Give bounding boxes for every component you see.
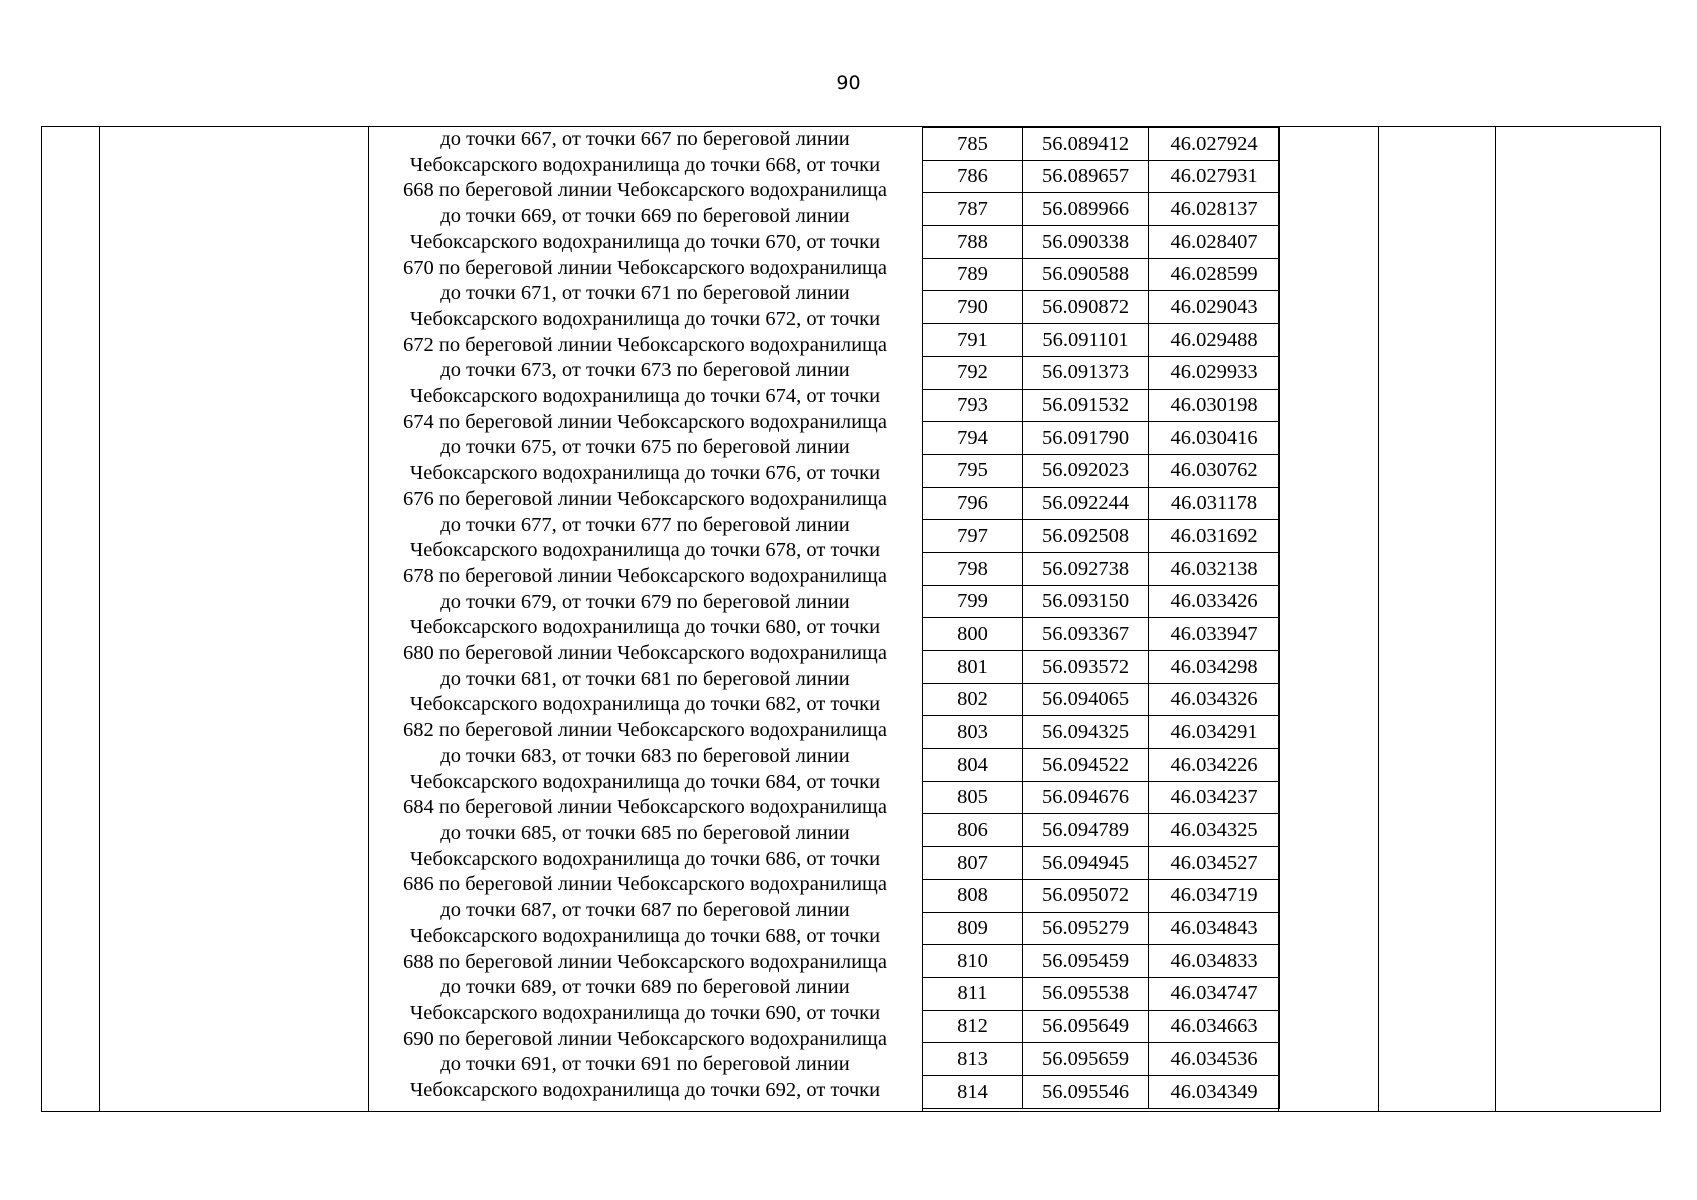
latitude-cell: 56.091532 — [1023, 389, 1149, 422]
point-number-cell: 785 — [923, 128, 1023, 161]
point-number-cell: 807 — [923, 847, 1023, 880]
table-row — [923, 781, 1280, 814]
description-line: до точки 673, от точки 673 по береговой линии — [440, 359, 850, 382]
point-number-cell: 814 — [923, 1075, 1023, 1108]
description-line: до точки 675, от точки 675 по береговой линии — [440, 436, 850, 459]
description-line: 688 по береговой линии Чебоксарского водохранилища — [403, 950, 887, 973]
point-number-cell: 789 — [923, 258, 1023, 291]
longitude-cell: 46.034325 — [1149, 814, 1280, 847]
longitude-cell: 46.031178 — [1149, 487, 1280, 520]
table-row — [923, 912, 1280, 945]
latitude-cell: 56.094945 — [1023, 847, 1149, 880]
description-line: Чебоксарского водохранилища до точки 670, от точки — [409, 230, 881, 253]
table-row — [923, 945, 1280, 978]
point-number-cell: 798 — [923, 552, 1023, 585]
description-line: до точки 667, от точки 667 по береговой линии — [440, 128, 850, 150]
longitude-cell: 46.033947 — [1149, 618, 1280, 651]
description-line: до точки 679, от точки 679 по береговой линии — [440, 590, 850, 613]
description-line: Чебоксарского водохранилища до точки 674, от точки — [409, 385, 881, 408]
table-row — [923, 520, 1280, 553]
table-row — [923, 1075, 1280, 1108]
longitude-cell: 46.028137 — [1149, 193, 1280, 226]
table-row — [923, 847, 1280, 880]
latitude-cell: 56.092738 — [1023, 552, 1149, 585]
description-line: Чебоксарского водохранилища до точки 684, от точки — [409, 770, 881, 793]
latitude-cell: 56.091790 — [1023, 422, 1149, 455]
point-number-cell: 810 — [923, 945, 1023, 978]
table-row — [923, 585, 1280, 618]
description-line: 686 по береговой линии Чебоксарского водохранилища — [403, 873, 887, 896]
latitude-cell: 56.095459 — [1023, 945, 1149, 978]
table-row — [923, 193, 1280, 226]
point-number-cell: 799 — [923, 585, 1023, 618]
longitude-cell: 46.034833 — [1149, 945, 1280, 978]
point-number-cell: 808 — [923, 879, 1023, 912]
latitude-cell: 56.089966 — [1023, 193, 1149, 226]
table-row — [923, 389, 1280, 422]
table-row — [923, 226, 1280, 259]
latitude-cell: 56.095279 — [1023, 912, 1149, 945]
longitude-cell: 46.029488 — [1149, 324, 1280, 357]
longitude-cell: 46.031692 — [1149, 520, 1280, 553]
column-divider — [1378, 127, 1379, 1111]
description-line: Чебоксарского водохранилища до точки 676, от точки — [409, 462, 881, 485]
point-number-cell: 786 — [923, 160, 1023, 193]
table-row — [923, 749, 1280, 782]
description-line: Чебоксарского водохранилища до точки 692, от точки — [409, 1079, 881, 1102]
point-number-cell: 790 — [923, 291, 1023, 324]
latitude-cell: 56.095546 — [1023, 1075, 1149, 1108]
longitude-cell: 46.034663 — [1149, 1010, 1280, 1043]
point-number-cell: 797 — [923, 520, 1023, 553]
description-line: до точки 689, от точки 689 по береговой линии — [440, 976, 850, 999]
table-row — [923, 1010, 1280, 1043]
latitude-cell: 56.090588 — [1023, 258, 1149, 291]
point-number-cell: 811 — [923, 977, 1023, 1010]
point-number-cell: 804 — [923, 749, 1023, 782]
longitude-cell: 46.033426 — [1149, 585, 1280, 618]
table-row — [923, 128, 1280, 161]
longitude-cell: 46.034226 — [1149, 749, 1280, 782]
table-row — [923, 291, 1280, 324]
point-number-cell: 796 — [923, 487, 1023, 520]
latitude-cell: 56.091373 — [1023, 356, 1149, 389]
longitude-cell: 46.032138 — [1149, 552, 1280, 585]
description-line: 668 по береговой линии Чебоксарского водохранилища — [403, 179, 887, 202]
table-row — [923, 716, 1280, 749]
point-number-cell: 802 — [923, 683, 1023, 716]
table-row — [923, 977, 1280, 1010]
point-number-cell: 809 — [923, 912, 1023, 945]
description-line: до точки 677, от точки 677 по береговой линии — [440, 513, 850, 536]
latitude-cell: 56.091101 — [1023, 324, 1149, 357]
point-number-cell: 788 — [923, 226, 1023, 259]
longitude-cell: 46.034843 — [1149, 912, 1280, 945]
table-row — [923, 1043, 1280, 1076]
point-number-cell: 791 — [923, 324, 1023, 357]
description-line: до точки 669, от точки 669 по береговой линии — [440, 205, 850, 228]
latitude-cell: 56.095649 — [1023, 1010, 1149, 1043]
latitude-cell: 56.094065 — [1023, 683, 1149, 716]
description-line: Чебоксарского водохранилища до точки 682, от точки — [409, 693, 881, 716]
description-line: до точки 691, от точки 691 по береговой линии — [440, 1053, 850, 1076]
longitude-cell: 46.028407 — [1149, 226, 1280, 259]
description-line: 684 по береговой линии Чебоксарского водохранилища — [403, 796, 887, 819]
description-line: 674 по береговой линии Чебоксарского водохранилища — [403, 410, 887, 433]
description-line: Чебоксарского водохранилища до точки 688, от точки — [409, 924, 881, 947]
latitude-cell: 56.093572 — [1023, 651, 1149, 684]
description-line: до точки 671, от точки 671 по береговой линии — [440, 282, 850, 305]
longitude-cell: 46.030198 — [1149, 389, 1280, 422]
table-row — [923, 487, 1280, 520]
table-row — [923, 454, 1280, 487]
description-line: 676 по береговой линии Чебоксарского водохранилища — [403, 487, 887, 510]
table-row — [923, 618, 1280, 651]
description-line: 690 по береговой линии Чебоксарского водохранилища — [403, 1027, 887, 1050]
latitude-cell: 56.093367 — [1023, 618, 1149, 651]
coordinates-table — [922, 127, 1280, 1109]
table-row — [923, 879, 1280, 912]
longitude-cell: 46.030762 — [1149, 454, 1280, 487]
boundary-description — [368, 127, 922, 1104]
longitude-cell: 46.034237 — [1149, 781, 1280, 814]
point-number-cell: 792 — [923, 356, 1023, 389]
latitude-cell: 56.095538 — [1023, 977, 1149, 1010]
latitude-cell: 56.094676 — [1023, 781, 1149, 814]
description-line: Чебоксарского водохранилища до точки 668, от точки — [409, 153, 881, 176]
longitude-cell: 46.028599 — [1149, 258, 1280, 291]
latitude-cell: 56.089657 — [1023, 160, 1149, 193]
description-line: 672 по береговой линии Чебоксарского водохранилища — [403, 333, 887, 356]
table-row — [923, 651, 1280, 684]
point-number-cell: 793 — [923, 389, 1023, 422]
description-line: Чебоксарского водохранилища до точки 672, от точки — [409, 307, 881, 330]
longitude-cell: 46.027924 — [1149, 128, 1280, 161]
description-line: 682 по береговой линии Чебоксарского водохранилища — [403, 719, 887, 742]
point-number-cell: 795 — [923, 454, 1023, 487]
point-number-cell: 813 — [923, 1043, 1023, 1076]
description-line: до точки 681, от точки 681 по береговой линии — [440, 667, 850, 690]
point-number-cell: 800 — [923, 618, 1023, 651]
longitude-cell: 46.034291 — [1149, 716, 1280, 749]
longitude-cell: 46.027931 — [1149, 160, 1280, 193]
longitude-cell: 46.034536 — [1149, 1043, 1280, 1076]
table-row — [923, 356, 1280, 389]
table-row — [923, 324, 1280, 357]
point-number-cell: 803 — [923, 716, 1023, 749]
longitude-cell: 46.034349 — [1149, 1075, 1280, 1108]
point-number-cell: 805 — [923, 781, 1023, 814]
latitude-cell: 56.090338 — [1023, 226, 1149, 259]
description-line: 670 по береговой линии Чебоксарского водохранилища — [403, 256, 887, 279]
latitude-cell: 56.094789 — [1023, 814, 1149, 847]
latitude-cell: 56.089412 — [1023, 128, 1149, 161]
column-divider — [99, 127, 100, 1111]
longitude-cell: 46.034326 — [1149, 683, 1280, 716]
longitude-cell: 46.030416 — [1149, 422, 1280, 455]
latitude-cell: 56.093150 — [1023, 585, 1149, 618]
longitude-cell: 46.034298 — [1149, 651, 1280, 684]
point-number-cell: 794 — [923, 422, 1023, 455]
longitude-cell: 46.029043 — [1149, 291, 1280, 324]
longitude-cell: 46.034719 — [1149, 879, 1280, 912]
latitude-cell: 56.092508 — [1023, 520, 1149, 553]
point-number-cell: 787 — [923, 193, 1023, 226]
description-line: до точки 685, от точки 685 по береговой линии — [440, 821, 850, 844]
longitude-cell: 46.034747 — [1149, 977, 1280, 1010]
latitude-cell: 56.094522 — [1023, 749, 1149, 782]
latitude-cell: 56.092244 — [1023, 487, 1149, 520]
description-line: Чебоксарского водохранилища до точки 690, от точки — [409, 1001, 881, 1024]
table-frame — [41, 126, 1661, 1112]
latitude-cell: 56.090872 — [1023, 291, 1149, 324]
table-row — [923, 422, 1280, 455]
latitude-cell: 56.094325 — [1023, 716, 1149, 749]
table-row — [923, 258, 1280, 291]
description-line: до точки 687, от точки 687 по береговой линии — [440, 899, 850, 922]
latitude-cell: 56.092023 — [1023, 454, 1149, 487]
description-line: 680 по береговой линии Чебоксарского водохранилища — [403, 642, 887, 665]
table-row — [923, 683, 1280, 716]
description-line: Чебоксарского водохранилища до точки 680, от точки — [409, 616, 881, 639]
column-divider — [1495, 127, 1496, 1111]
description-line: до точки 683, от точки 683 по береговой линии — [440, 744, 850, 767]
longitude-cell: 46.029933 — [1149, 356, 1280, 389]
point-number-cell: 812 — [923, 1010, 1023, 1043]
description-line: 678 по береговой линии Чебоксарского водохранилища — [403, 564, 887, 587]
description-line: Чебоксарского водохранилища до точки 686, от точки — [409, 847, 881, 870]
latitude-cell: 56.095072 — [1023, 879, 1149, 912]
point-number-cell: 801 — [923, 651, 1023, 684]
page-number: 90 — [836, 72, 861, 94]
table-row — [923, 552, 1280, 585]
longitude-cell: 46.034527 — [1149, 847, 1280, 880]
table-row — [923, 160, 1280, 193]
table-row — [923, 814, 1280, 847]
point-number-cell: 806 — [923, 814, 1023, 847]
description-line: Чебоксарского водохранилища до точки 678, от точки — [409, 539, 881, 562]
latitude-cell: 56.095659 — [1023, 1043, 1149, 1076]
